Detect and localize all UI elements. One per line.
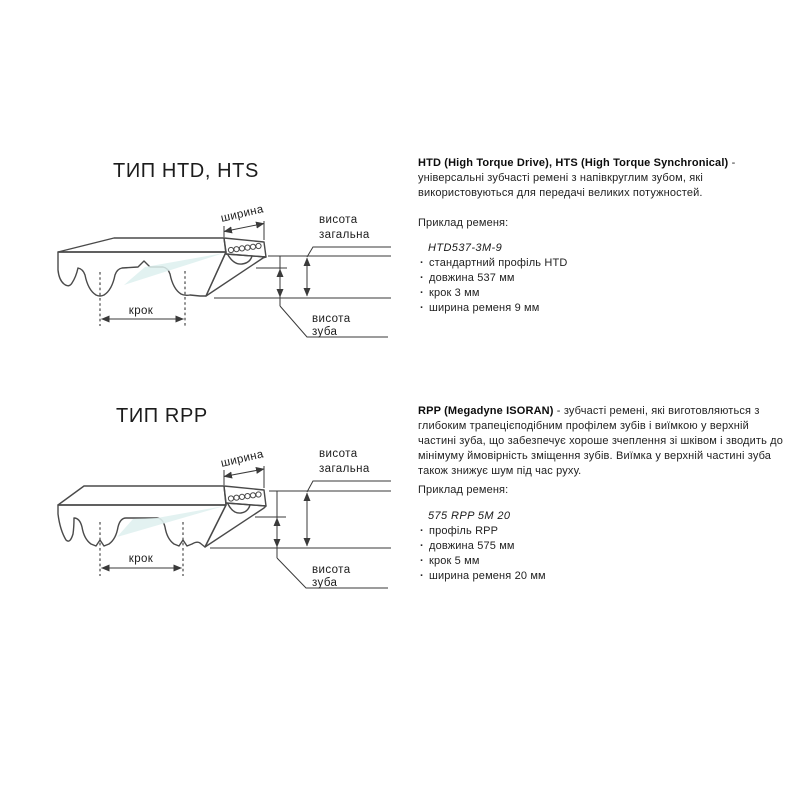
htd-description-bold: HTD (High Torque Drive), HTS (High Torque Synchronical) — [418, 157, 729, 169]
htd-description-text: - універсальні зубчасті ремені з напівкруглим зубом, які використовуються для передачі великих потужностей. — [418, 157, 736, 199]
list-item: · стандартний профіль HTD — [419, 256, 567, 271]
rpp-total-height-label-1: висота — [319, 448, 358, 460]
rpp-tooth-end-view — [228, 504, 250, 513]
rpp-cord-holes — [228, 492, 261, 501]
rpp-dim-width — [220, 448, 265, 488]
htd-dim-tooth-height — [256, 256, 388, 338]
list-item: · ширина ременя 9 мм — [419, 301, 567, 316]
htd-front-highlight — [124, 253, 224, 285]
htd-description — [418, 156, 790, 201]
htd-dim-width — [220, 203, 265, 240]
list-item: · профіль RPP — [419, 524, 546, 539]
htd-cut-face — [206, 252, 266, 296]
rpp-example-model: 575 RPP 5M 20 — [428, 510, 511, 522]
list-item: · крок 3 мм — [419, 286, 567, 301]
rpp-description-bold: RPP (Megadyne ISORAN) — [418, 405, 554, 417]
rpp-belt-diagram — [30, 438, 400, 600]
htd-dim-pitch — [100, 271, 185, 326]
rpp-description — [418, 404, 790, 479]
rpp-top-face — [58, 486, 226, 505]
rpp-total-height-label-2: загальна — [319, 463, 370, 475]
rpp-example-label: Приклад ременя: — [418, 484, 509, 496]
rpp-dim-pitch — [100, 522, 183, 576]
rpp-description-text: - зубчасті ремені, які виготовляються з глибоким трапецієподібним профілем зубів і виїмкою у верхній частині зуба, що забезпечує хороше зчеплення зі шківом і зводить до мінімуму ймовірність зміщення зубів. Виїмка у верхній частині зуба також знижує шум під час руху. — [418, 405, 783, 477]
htd-top-face — [58, 238, 226, 252]
list-item: · довжина 575 мм — [419, 539, 546, 554]
rpp-belt-body — [58, 486, 266, 547]
htd-dim-total-height — [214, 214, 391, 298]
htd-example-label: Приклад ременя: — [418, 217, 509, 229]
htd-total-height-label-1: висота — [319, 214, 358, 226]
htd-total-height-label-2: загальна — [319, 229, 370, 241]
rpp-pitch-label: крок — [128, 553, 154, 565]
htd-width-label: ширина — [219, 203, 265, 225]
htd-tooth-height-label-1: висота — [312, 313, 351, 325]
list-item: · ширина ременя 20 мм — [419, 569, 546, 584]
rpp-tooth-height-label-2: зуба — [312, 577, 338, 589]
htd-belt-body — [58, 238, 266, 296]
rpp-dim-tooth-height — [255, 491, 388, 589]
htd-pitch-label: крок — [128, 305, 154, 317]
htd-tooth-height-label-2: зуба — [312, 326, 338, 338]
htd-spec-list — [419, 256, 567, 316]
section-title-htd: ТИП HTD, HTS — [113, 160, 259, 182]
list-item: · довжина 537 мм — [419, 271, 567, 286]
rpp-spec-list — [419, 524, 546, 584]
htd-cord-holes — [228, 243, 261, 252]
rpp-tooth-height-label-1: висота — [312, 564, 351, 576]
htd-belt-diagram — [30, 193, 400, 358]
rpp-width-label: ширина — [219, 448, 265, 470]
rpp-front-highlight — [117, 506, 224, 537]
list-item: · крок 5 мм — [419, 554, 546, 569]
rpp-cut-face — [205, 503, 266, 547]
section-title-rpp: ТИП RPP — [116, 405, 208, 427]
htd-example-model: HTD537-3M-9 — [428, 242, 503, 254]
